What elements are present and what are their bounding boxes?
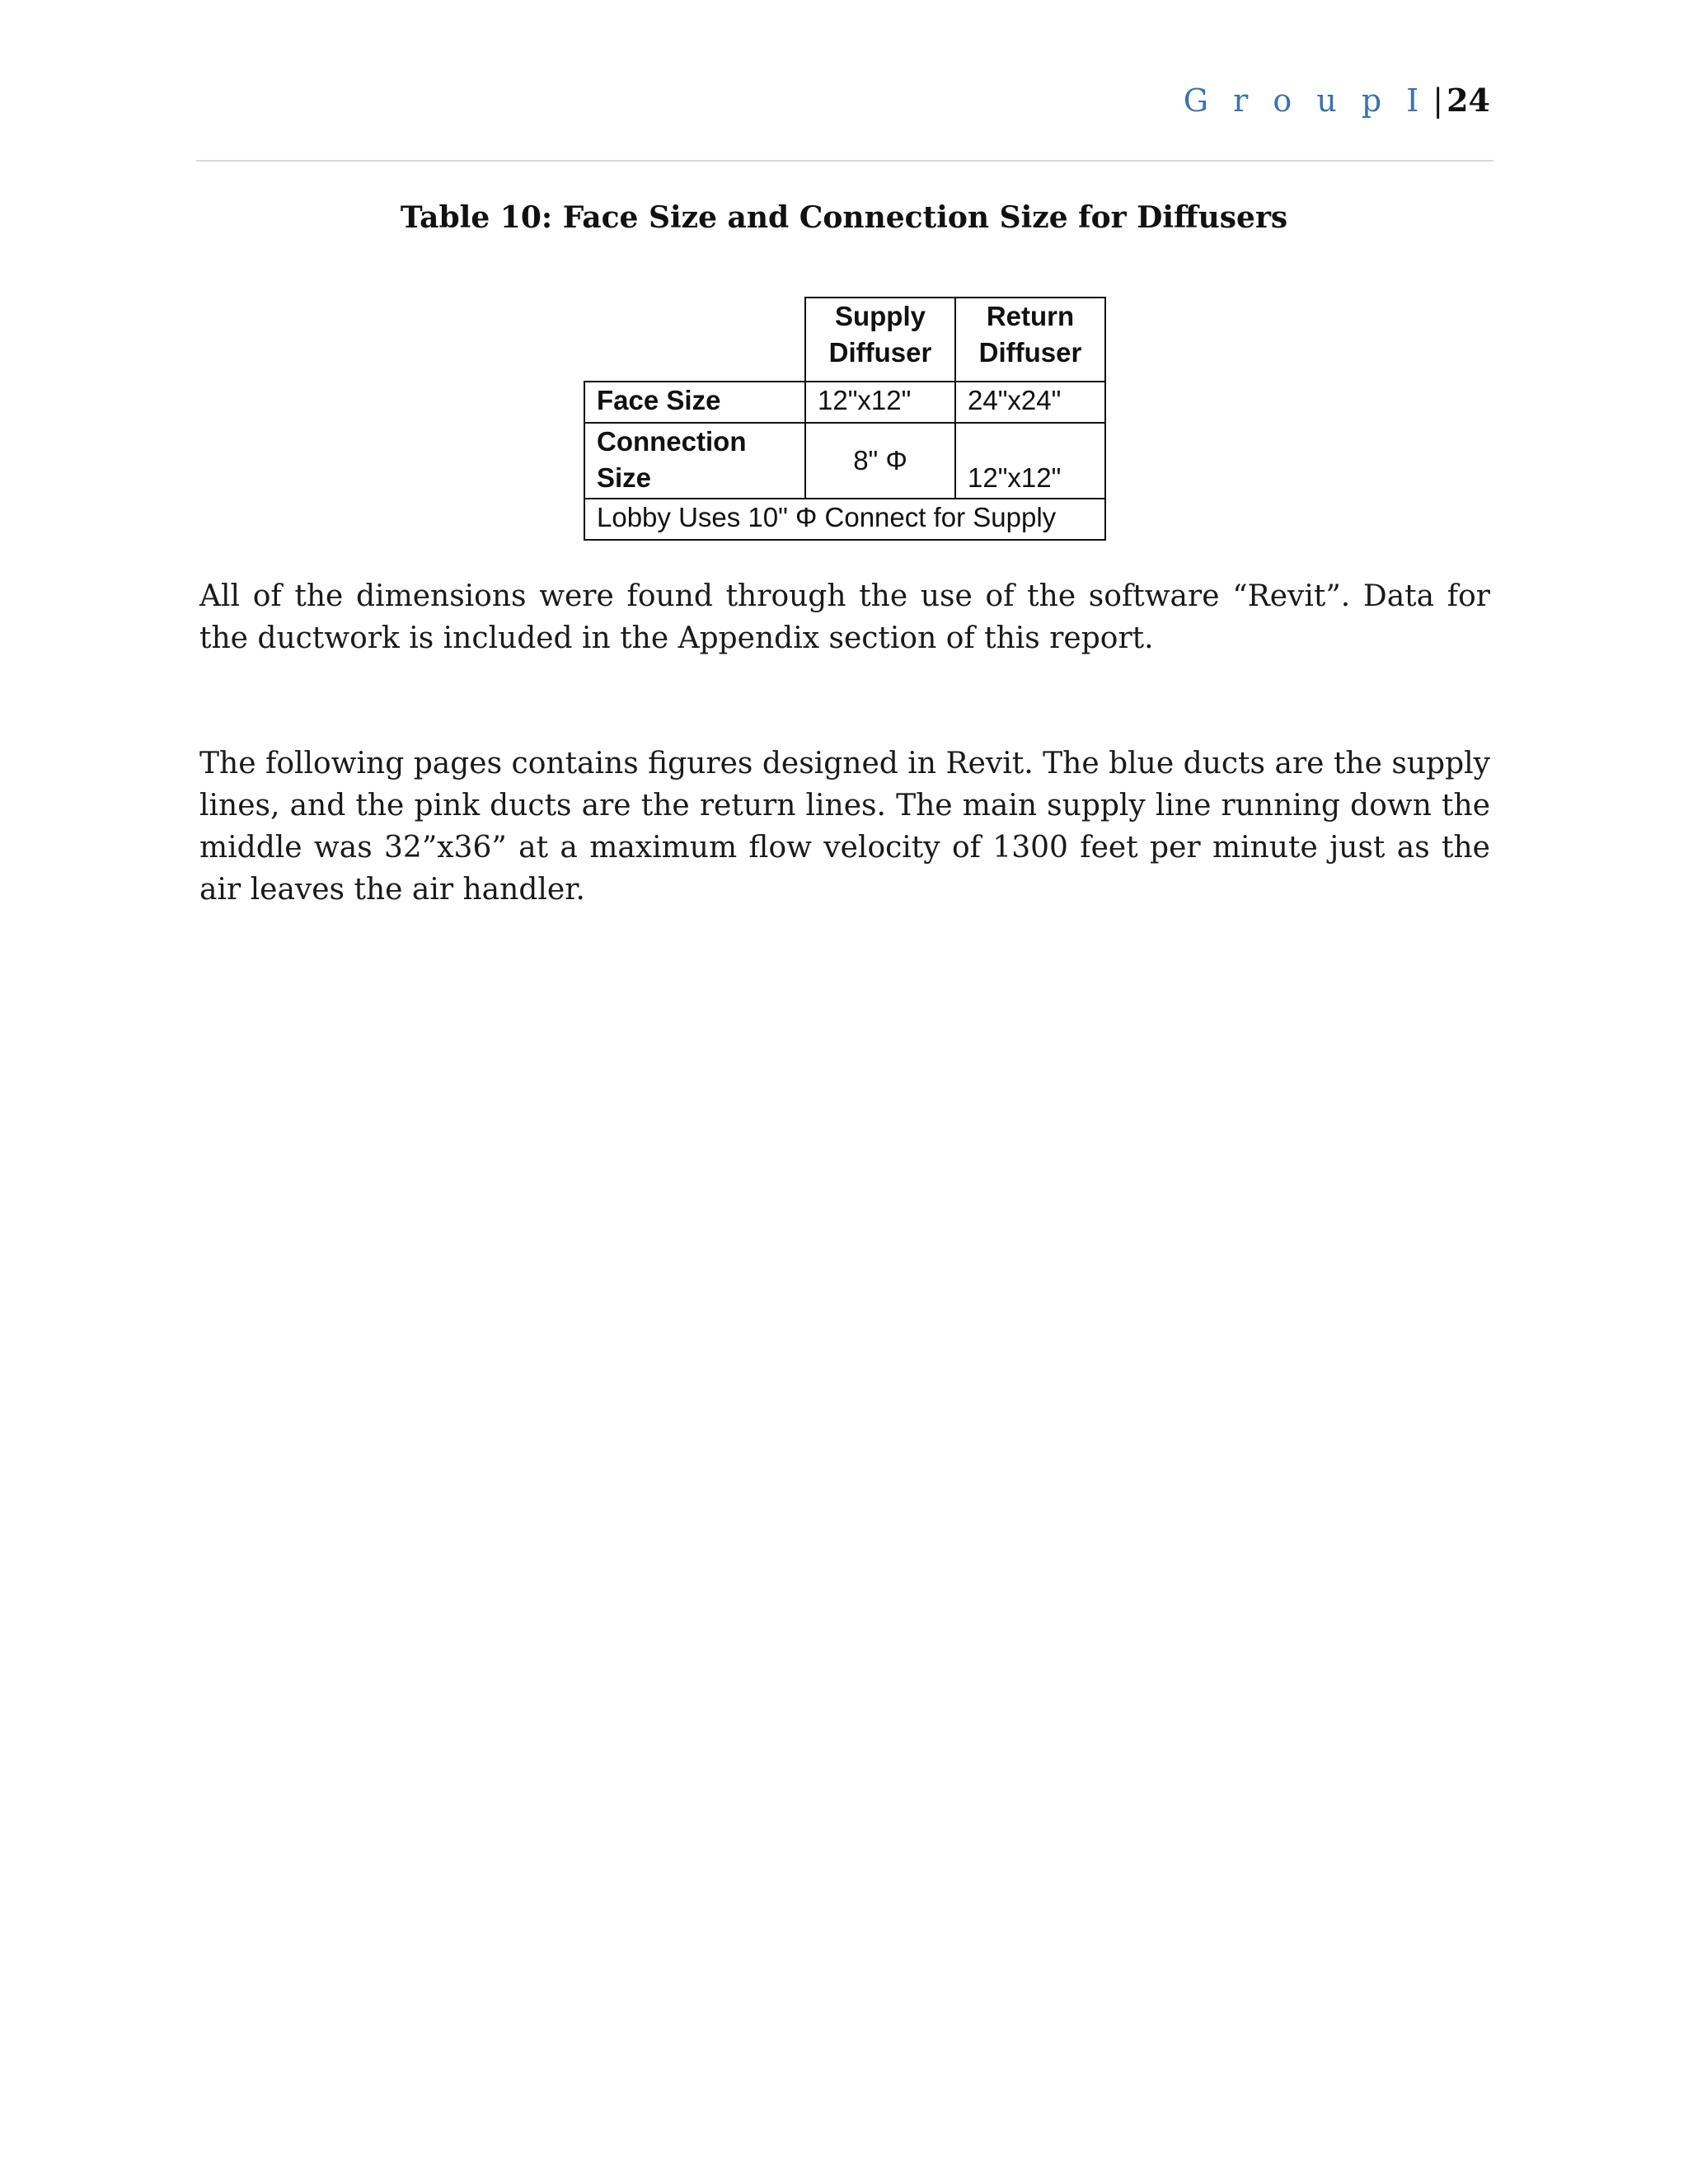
column-header-supply-line2: Diffuser: [828, 337, 932, 368]
table-note-row: [584, 499, 1105, 540]
cell-connection-supply: 8" Φ: [805, 423, 955, 499]
table-note: Lobby Uses 10" Φ Connect for Supply: [584, 499, 1105, 540]
column-header-return-line1: Return: [986, 301, 1075, 331]
row-label-connection-line2: Size: [597, 462, 652, 493]
row-label-connection-size: [584, 423, 805, 499]
row-label-connection-line1: Connection: [597, 426, 747, 457]
column-header-return: [955, 298, 1105, 382]
cell-connection-return: 12"x12": [955, 423, 1105, 499]
table-header-row: [584, 298, 1105, 382]
row-label-face-size: Face Size: [584, 382, 805, 423]
diffuser-table: [584, 297, 1106, 541]
column-header-supply: [805, 298, 955, 382]
body-paragraph-revit-figures: The following pages contains figures designed in Revit. The blue ducts are the supply lines, and the pink ducts are the return lines. The main supply line running down the middle was 32”x36” at a maximum flow velocity of 1300 feet per minute just as the air leaves the air handler.: [199, 747, 1490, 907]
body-paragraph-dimensions: All of the dimensions were found through the use of the software “Revit”. Data for the ductwork is included in the Appendix section of this report.: [199, 579, 1490, 655]
page-number: 24: [1447, 82, 1490, 119]
header-separator: |: [1432, 82, 1444, 119]
column-header-return-line2: Diffuser: [978, 337, 1082, 368]
cell-face-size-supply: 12"x12": [805, 382, 955, 423]
table-caption: Table 10: Face Size and Connection Size for Diffusers: [400, 200, 1288, 235]
column-header-supply-line1: Supply: [834, 301, 926, 331]
table-corner-cell: [584, 298, 805, 382]
table-row: [584, 382, 1105, 423]
table-row: [584, 423, 1105, 499]
header-divider: [196, 160, 1493, 162]
page-header: [1184, 76, 1490, 125]
cell-face-size-return: 24"x24": [955, 382, 1105, 423]
header-group-label: G r o u p I: [1183, 82, 1427, 119]
